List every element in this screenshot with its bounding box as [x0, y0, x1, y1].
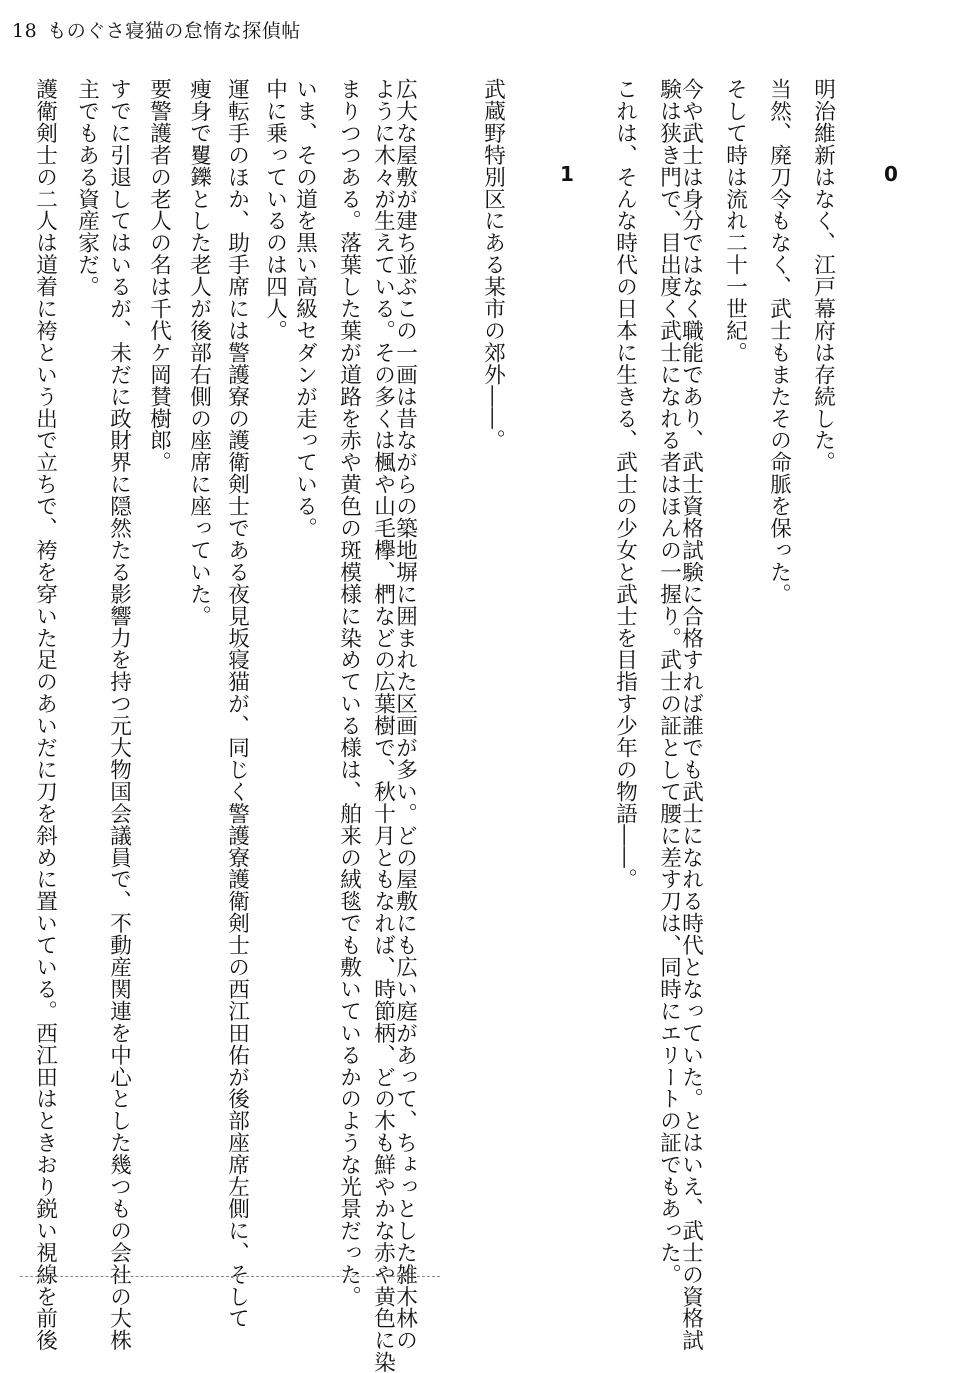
- text-line: すでに引退してはいるが、未だに政財界に隠然たる影響力を持つ元大物国会議員で、不動産関連を中心とした幾つもの会社の大株: [106, 78, 132, 1352]
- text-line: 今や武士は身分ではなく職能であり、武士資格試験に合格すれば誰でも武士になれる時代となっていた。とはいえ、武士の資格試: [678, 78, 704, 1352]
- text-line: 当然、廃刀令もなく、武士もまたその命脈を保った。: [766, 78, 792, 605]
- text-line: そして時は流れ二十一世紀。: [722, 78, 748, 364]
- section-number-1: 1: [560, 162, 574, 186]
- text-line: 広大な屋敷が建ち並ぶこの一画は昔ながらの築地塀に囲まれた区画が多い。どの屋敷にも広い庭があって、ちょっとした雑木林の: [392, 78, 418, 1352]
- text-line: いま、その道を黒い高級セダンが走っている。: [292, 78, 318, 539]
- text-line: これは、そんな時代の日本に生きる、武士の少女と武士を目指す少年の物語――。: [612, 78, 638, 891]
- text-line: 要警護者の老人の名は千代ケ岡賛樹郎。: [146, 78, 172, 474]
- text-line: まりつつある。落葉した葉が道路を赤や黄色の斑模様に染めている様は、舶来の絨毯でも敷いているかのような光景だった。: [336, 78, 362, 1308]
- page-number: 18: [12, 20, 38, 42]
- text-line: ように木々が生えている。その多くは楓や山毛欅、椚などの広葉樹で、秋十月ともなれば、時節柄、どの木も鮮やかな赤や黄色に染: [370, 78, 396, 1373]
- text-line: 主でもある資産家だ。: [74, 78, 100, 298]
- text-line: 験は狭き門で、目出度く武士になれる者はほんの一握り。武士の証として腰に差す刀は、同時にエリートの証でもあった。: [656, 78, 682, 1286]
- text-line: 武蔵野特別区にある某市の郊外――。: [480, 78, 506, 452]
- text-line: 中に乗っているのは四人。: [262, 78, 288, 342]
- section-number-0: 0: [884, 162, 898, 186]
- page-edge-rule: [20, 1276, 440, 1278]
- text-line: 痩身で矍鑠とした老人が後部右側の座席に座っていた。: [186, 78, 212, 627]
- text-line: 運転手のほか、助手席には警護寮の護衛剣士である夜見坂寝猫が、同じく警護寮護衛剣士の西江田佑が後部座席左側に、そして: [224, 78, 250, 1330]
- text-line: 護衛剣士の二人は道着に袴という出で立ちで、袴を穿いた足のあいだに刀を斜めに置いている。西江田はときおり鋭い視線を前後: [32, 78, 58, 1352]
- book-title: ものぐさ寝猫の怠惰な探偵帖: [47, 20, 301, 42]
- text-line: 明治維新はなく、江戸幕府は存続した。: [810, 78, 836, 474]
- running-header: [12, 16, 301, 43]
